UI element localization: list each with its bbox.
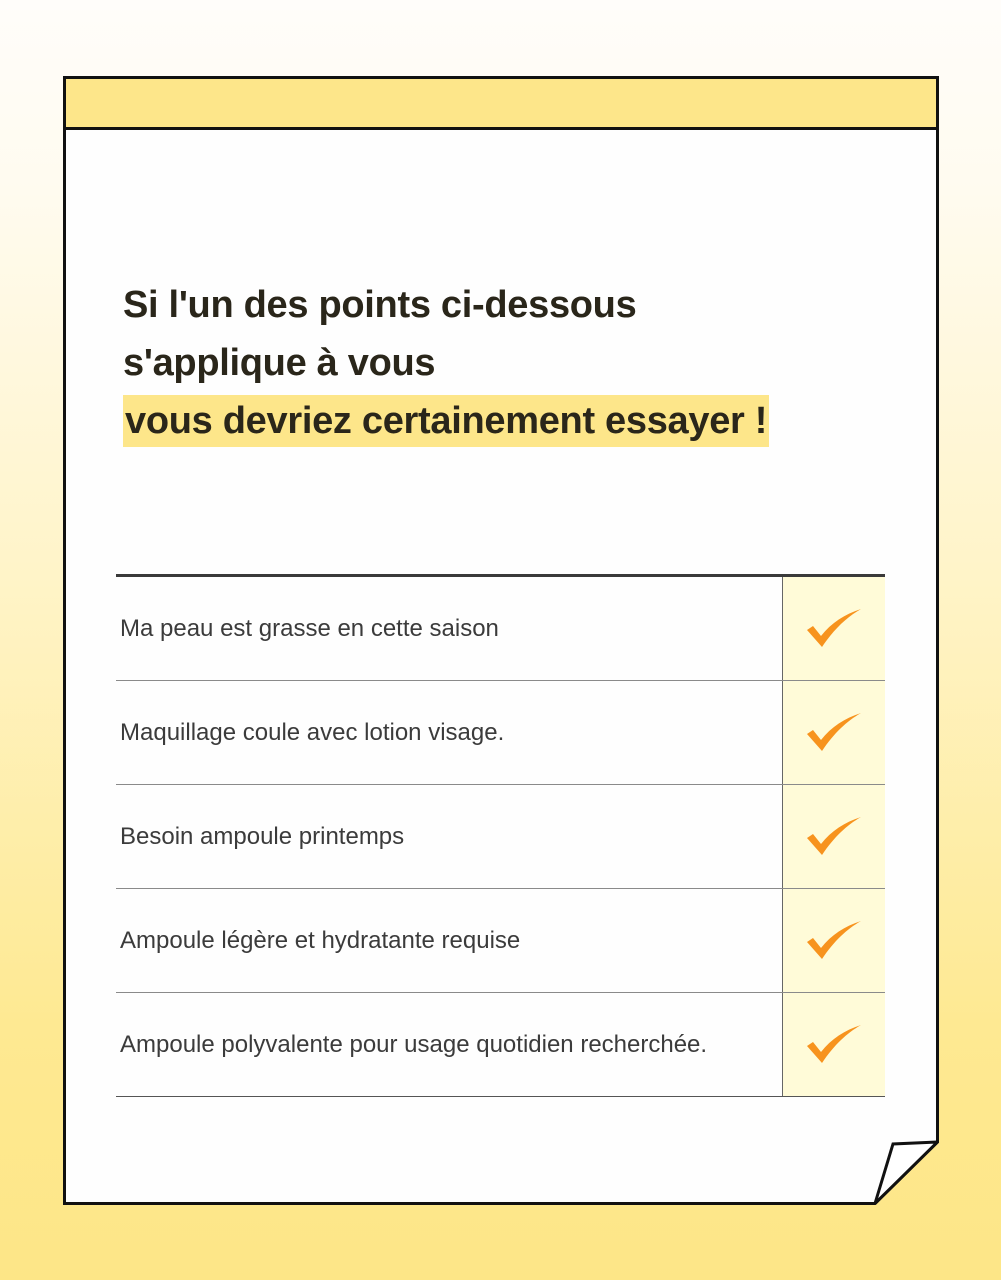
check-cell: [782, 681, 885, 784]
checkmark-icon: [805, 1024, 863, 1066]
headline-line-2: s'applique à vous: [123, 342, 436, 384]
headline-line-1: Si l'un des points ci-dessous: [123, 284, 637, 326]
list-item-label: Ma peau est grasse en cette saison: [120, 614, 499, 642]
list-item: [116, 993, 885, 1097]
check-cell: [782, 577, 885, 680]
checkmark-icon: [805, 608, 863, 650]
page-title: [123, 276, 883, 450]
check-cell: [782, 993, 885, 1096]
checkmark-icon: [805, 816, 863, 858]
list-item-label: Maquillage coule avec lotion visage.: [120, 718, 505, 746]
headline-highlight: vous devriez certainement essayer !: [123, 395, 769, 447]
list-item: [116, 785, 885, 889]
check-cell: [782, 785, 885, 888]
list-item: [116, 577, 885, 681]
card-header-strip: [66, 79, 936, 130]
list-item-label: Ampoule légère et hydratante requise: [120, 926, 521, 954]
checklist-table: [116, 574, 885, 1097]
checkmark-icon: [805, 712, 863, 754]
list-item-label: Besoin ampoule printemps: [120, 822, 405, 850]
list-item: [116, 889, 885, 993]
list-item-label: Ampoule polyvalente pour usage quotidien recherchée.: [120, 1030, 708, 1058]
list-item: [116, 681, 885, 785]
note-card: [63, 76, 939, 1205]
check-cell: [782, 889, 885, 992]
checkmark-icon: [805, 920, 863, 962]
